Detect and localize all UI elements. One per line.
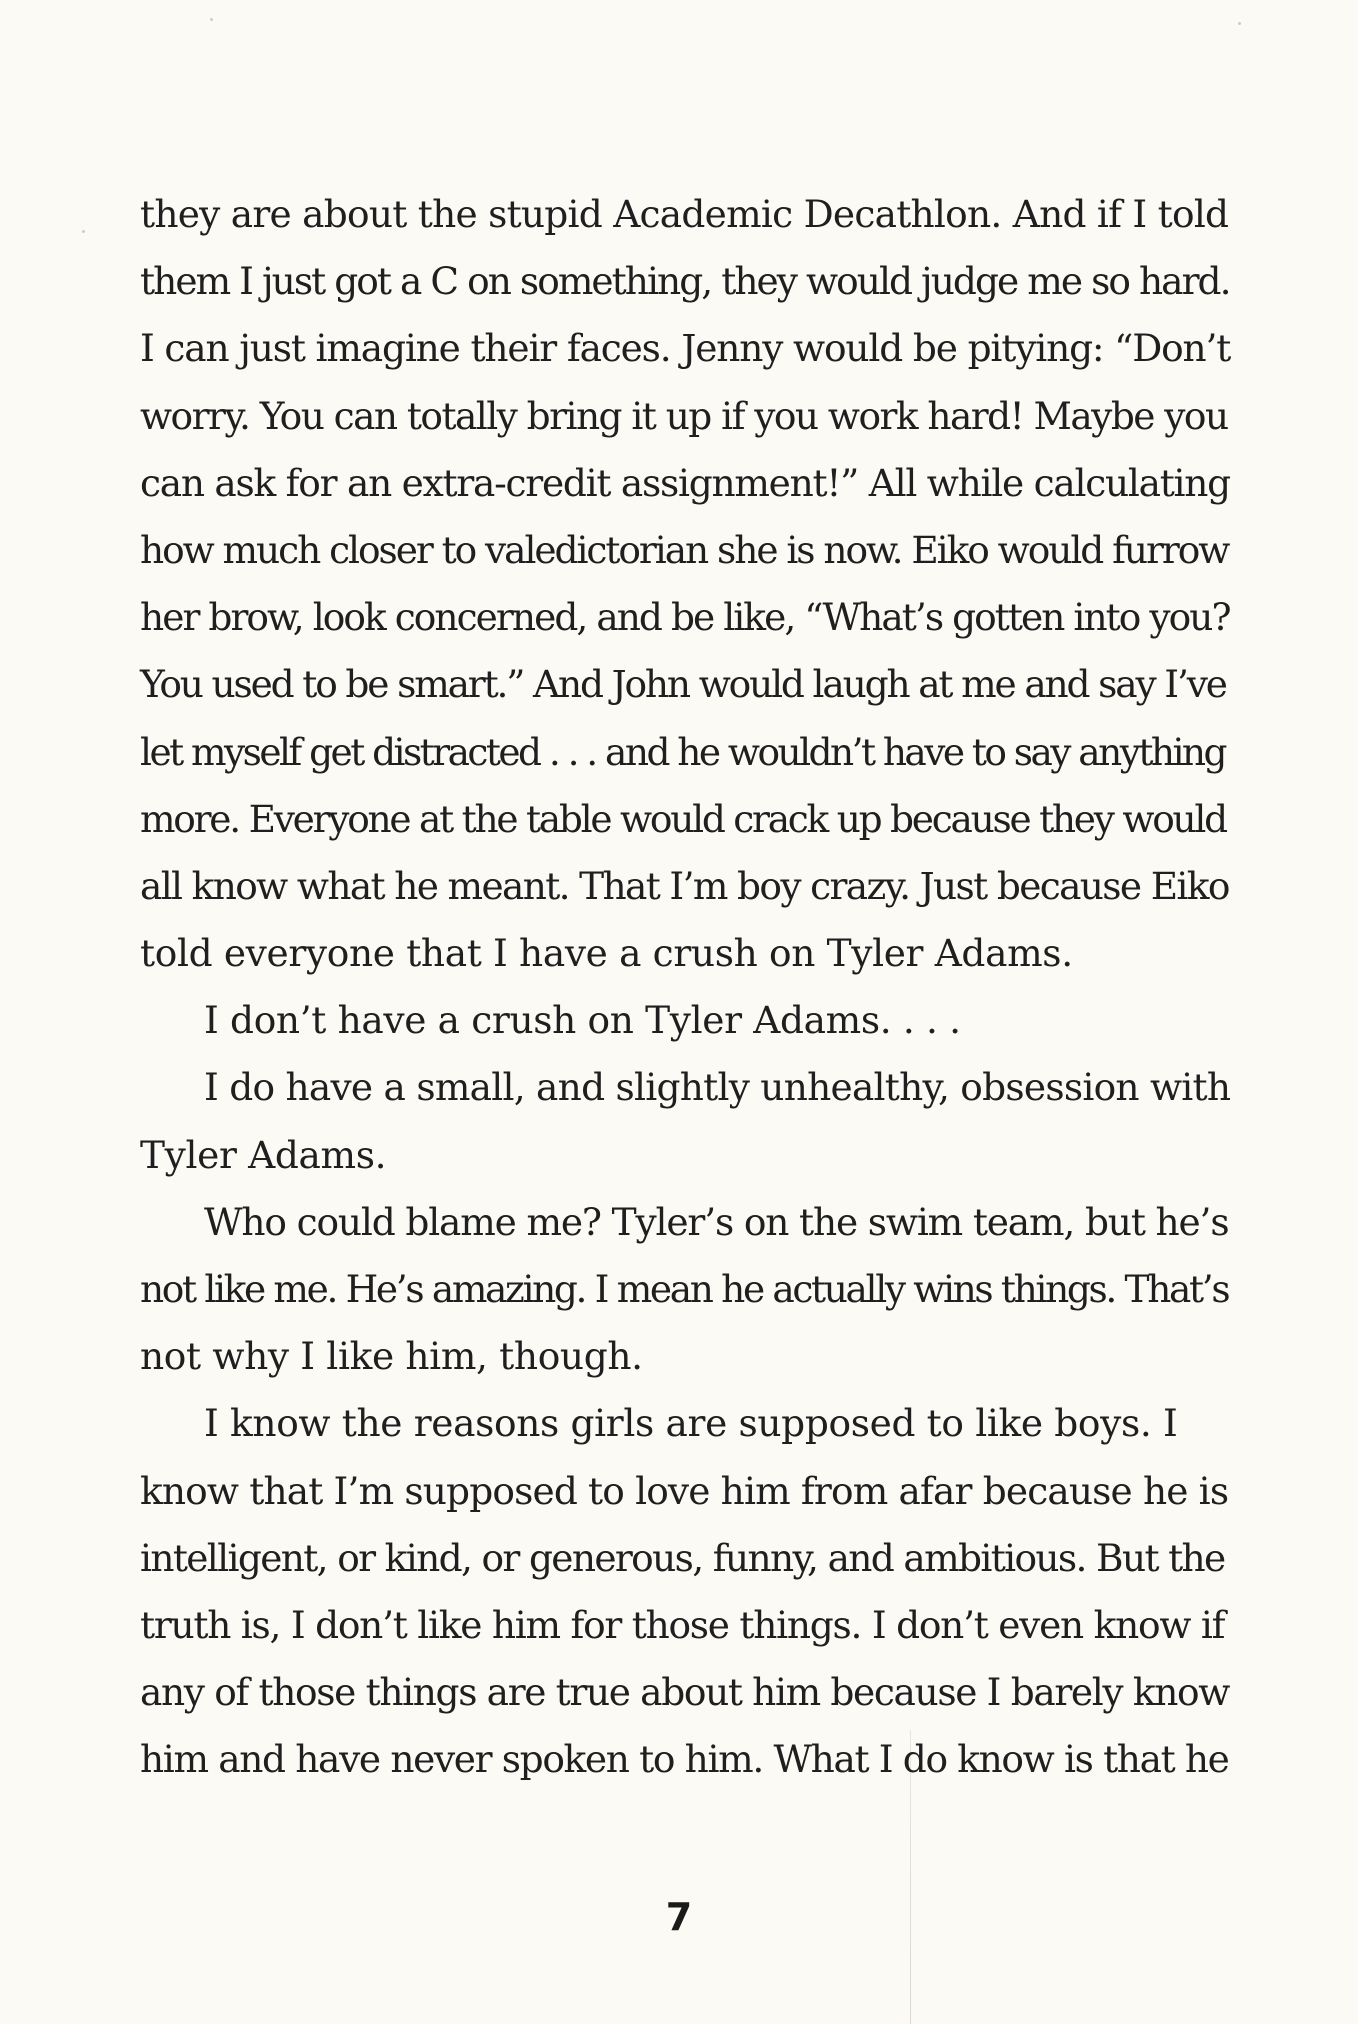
text-line: I know the reasons girls are supposed to like boys. I bbox=[204, 1401, 1178, 1446]
text-line: truth is, I don’t like him for those things. I don’t even know if bbox=[140, 1602, 1225, 1647]
text-line: Who could blame me? Tyler’s on the swim team, but he’s bbox=[204, 1199, 1229, 1244]
text-line: intelligent, or kind, or generous, funny, and ambitious. But the bbox=[140, 1535, 1225, 1580]
text-line: her brow, look concerned, and be like, “What’s gotten into you? bbox=[140, 595, 1230, 640]
text-line: they are about the stupid Academic Decathlon. And if I told bbox=[140, 192, 1229, 236]
body-text bbox=[140, 181, 1230, 1794]
text-line: him and have never spoken to him. What I do know is that he bbox=[140, 1737, 1229, 1782]
text-line: You used to be smart.” And John would laugh at me and say I’ve bbox=[140, 662, 1226, 707]
text-line: not why I like him, though. bbox=[140, 1334, 643, 1379]
paper-speck bbox=[82, 230, 85, 233]
text-line: I do have a small, and slightly unhealthy, obsession with bbox=[204, 1065, 1231, 1110]
text-line: how much closer to valedictorian she is now. Eiko would furrow bbox=[140, 527, 1229, 572]
text-line: I don’t have a crush on Tyler Adams. . . . bbox=[204, 998, 961, 1043]
paper-speck bbox=[1238, 22, 1241, 25]
text-line: worry. You can totally bring it up if you work hard! Maybe you bbox=[140, 393, 1228, 438]
text-line: let myself get distracted . . . and he wouldn’t have to say anything bbox=[140, 729, 1225, 774]
text-line: not like me. He’s amazing. I mean he actually wins things. That’s bbox=[140, 1267, 1229, 1311]
text-line: know that I’m supposed to love him from afar because he is bbox=[140, 1468, 1229, 1513]
text-line: all know what he meant. That I’m boy crazy. Just because Eiko bbox=[140, 863, 1229, 908]
text-line: Tyler Adams. bbox=[140, 1132, 387, 1177]
text-line: any of those things are true about him because I barely know bbox=[140, 1670, 1229, 1715]
paper-speck bbox=[210, 18, 213, 21]
text-line: more. Everyone at the table would crack up because they would bbox=[140, 796, 1226, 841]
text-line: told everyone that I have a crush on Tyler Adams. bbox=[140, 931, 1073, 976]
page-number: 7 bbox=[665, 1895, 693, 1939]
text-line: them I just got a C on something, they would judge me so hard. bbox=[140, 259, 1230, 304]
text-line: I can just imagine their faces. Jenny would be pitying: “Don’t bbox=[140, 326, 1231, 371]
text-line: can ask for an extra-credit assignment!” All while calculating bbox=[140, 460, 1230, 505]
